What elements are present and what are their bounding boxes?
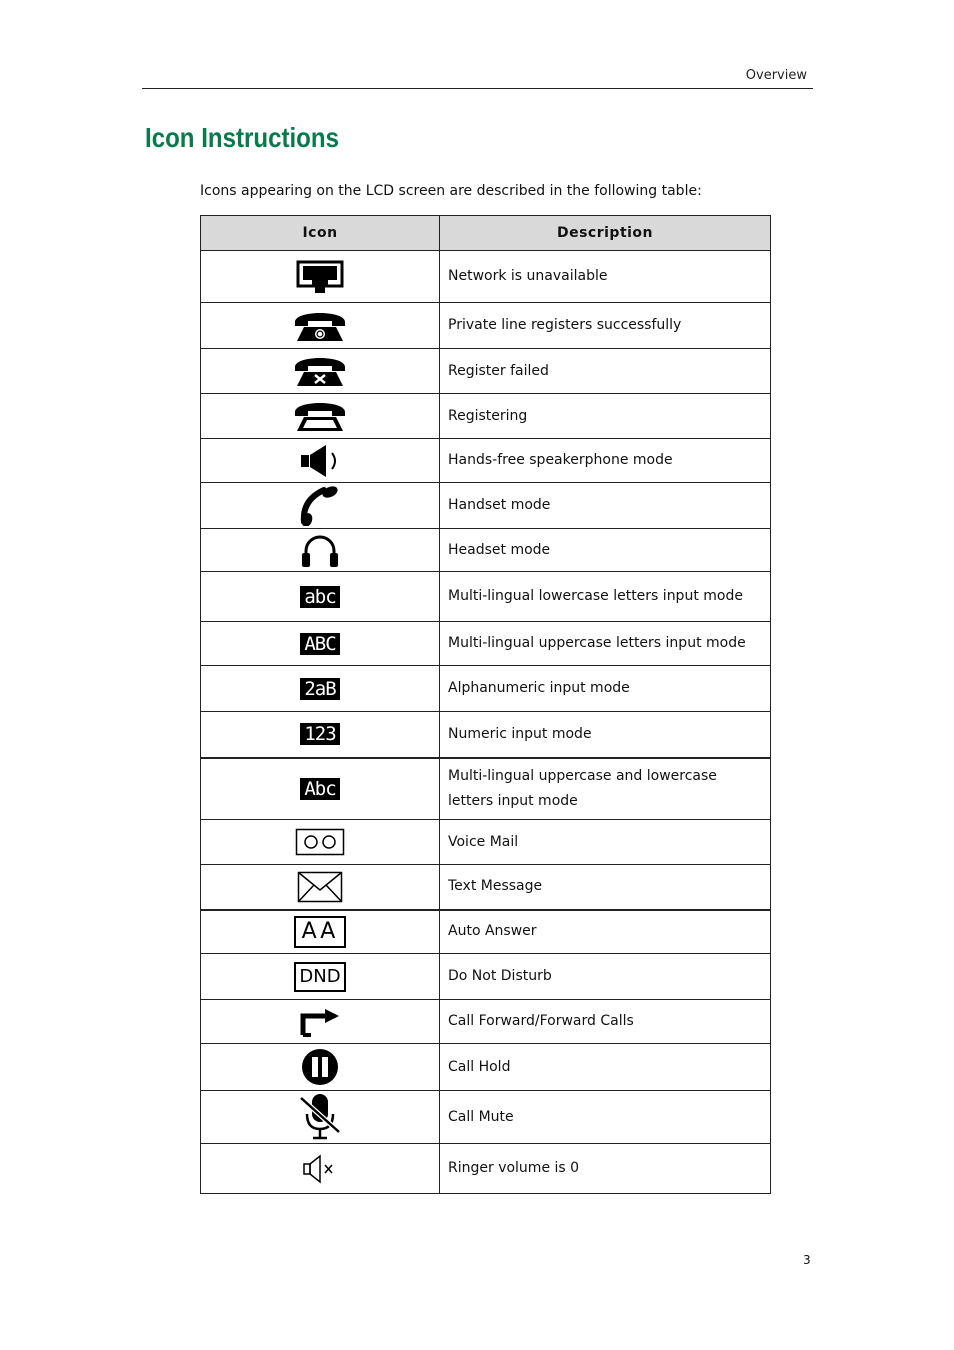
abc-lowercase-icon: abc: [300, 586, 339, 608]
abc-uppercase-icon: ABC: [300, 633, 339, 655]
table-row: [201, 865, 771, 910]
column-header-description: Description: [440, 216, 771, 251]
voicemail-icon: [295, 828, 345, 856]
column-header-icon: Icon: [201, 216, 440, 251]
table-row: [201, 666, 771, 712]
row-description: Hands-free speakerphone mode: [440, 439, 771, 483]
table-row: [201, 303, 771, 349]
row-description: Call Mute: [440, 1091, 771, 1144]
table-row: [201, 529, 771, 572]
table-row: [201, 1091, 771, 1144]
row-description: Multi-lingual uppercase and lowercase letters input mode: [440, 758, 771, 820]
table-row: [201, 439, 771, 483]
table-row: [201, 622, 771, 666]
row-description: Call Hold: [440, 1044, 771, 1091]
alphanumeric-icon: 2aB: [300, 678, 339, 700]
row-description: Call Forward/Forward Calls: [440, 1000, 771, 1044]
intro-paragraph: Icons appearing on the LCD screen are described in the following table:: [200, 183, 702, 199]
call-mute-icon: [297, 1092, 343, 1142]
ringer-muted-icon: [300, 1153, 340, 1185]
table-row: [201, 394, 771, 439]
row-description: Headset mode: [440, 529, 771, 572]
row-description: Handset mode: [440, 483, 771, 529]
auto-answer-icon: AA: [294, 916, 347, 948]
table-row: [201, 572, 771, 622]
abc-mixedcase-icon: Abc: [300, 778, 339, 800]
table-row: [201, 1144, 771, 1194]
table-header-row: [201, 216, 771, 251]
table-row: [201, 910, 771, 954]
page-header: [142, 66, 813, 89]
numeric-icon: 123: [300, 723, 339, 745]
call-forward-icon: [299, 1007, 341, 1037]
headset-icon: [300, 531, 340, 569]
table-row: [201, 483, 771, 529]
table-row: [201, 349, 771, 394]
envelope-icon: [297, 871, 343, 903]
page-title: Icon Instructions: [145, 122, 339, 153]
header-section-title: Overview: [745, 68, 807, 83]
row-description: Alphanumeric input mode: [440, 666, 771, 712]
row-description: Multi-lingual uppercase letters input mode: [440, 622, 771, 666]
row-description: Numeric input mode: [440, 712, 771, 758]
dnd-icon: DND: [294, 962, 345, 992]
table-row: [201, 1000, 771, 1044]
table-row: [201, 954, 771, 1000]
row-description: Registering: [440, 394, 771, 439]
table-row: [201, 820, 771, 865]
row-description: Voice Mail: [440, 820, 771, 865]
call-hold-icon: [301, 1048, 339, 1086]
table-row: [201, 251, 771, 303]
row-description: Auto Answer: [440, 910, 771, 954]
handset-icon: [300, 486, 340, 526]
row-description: Text Message: [440, 865, 771, 910]
row-description: Ringer volume is 0: [440, 1144, 771, 1194]
icon-table: [200, 215, 771, 1194]
phone-registering-icon: [292, 398, 348, 434]
row-description: Register failed: [440, 349, 771, 394]
row-description: Network is unavailable: [440, 251, 771, 303]
row-description: Private line registers successfully: [440, 303, 771, 349]
network-unavailable-icon: [296, 260, 344, 294]
table-row: [201, 1044, 771, 1091]
table-row: [201, 712, 771, 758]
speakerphone-icon: [298, 443, 342, 479]
table-row: [201, 758, 771, 820]
phone-register-failed-icon: [292, 353, 348, 389]
phone-registered-icon: [292, 308, 348, 344]
row-description: Do Not Disturb: [440, 954, 771, 1000]
page-number: 3: [803, 1253, 811, 1267]
row-description: Multi-lingual lowercase letters input mode: [440, 572, 771, 622]
